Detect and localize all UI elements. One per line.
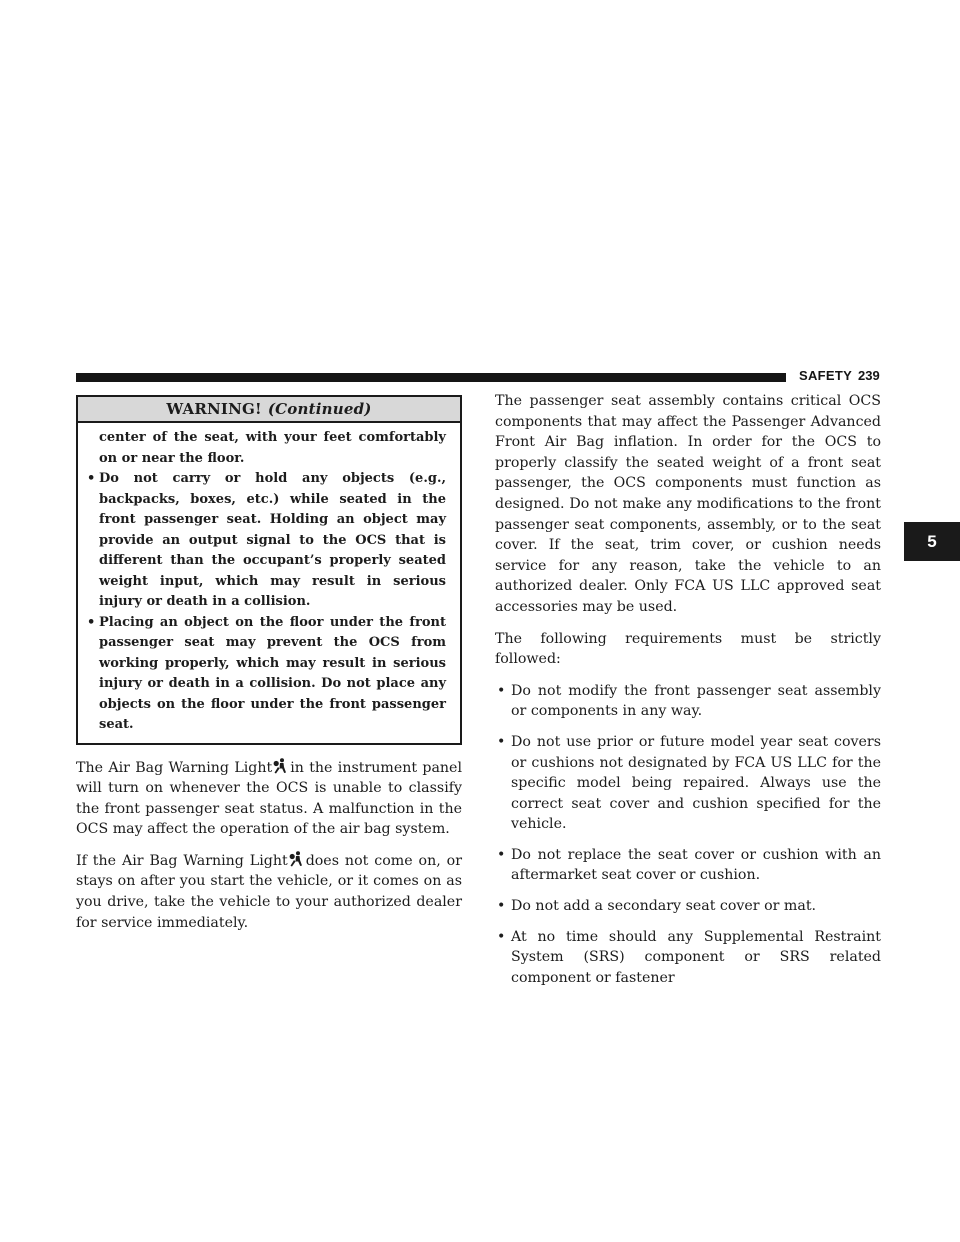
requirements-list xyxy=(495,681,881,989)
para-text: in the instrument panel will turn on whenever the OCS is unable to classify the front passenger seat status. A malfunction in the OCS may affect the operation of the air bag system. xyxy=(76,759,462,838)
warning-bullet: • Do not carry or hold any objects (e.g., backpacks, boxes, etc.) while seated in the front passenger seat. Holding an object may provide an output signal to the OCS that is different than the occupant’s properly seated weight input, which may result in serious injury or death in a collision. xyxy=(90,469,446,613)
warning-body xyxy=(78,423,460,743)
chapter-number: 5 xyxy=(927,531,937,551)
warning-box xyxy=(76,395,462,745)
air-bag-light-service-paragraph xyxy=(76,851,462,933)
list-item: • Do not add a secondary seat cover or mat. xyxy=(495,896,881,917)
chapter-tab xyxy=(904,522,960,561)
warning-header xyxy=(78,397,460,423)
list-item: • Do not replace the seat cover or cushion with an aftermarket seat cover or cushion. xyxy=(495,845,881,886)
warning-title: WARNING! xyxy=(166,400,262,418)
page-number: 239 xyxy=(858,368,880,383)
air-bag-warning-light-icon xyxy=(289,851,303,867)
list-item: • At no time should any Supplemental Restraint System (SRS) component or SRS related component or fastener xyxy=(495,927,881,989)
requirements-intro: The following requirements must be strictly followed: xyxy=(495,630,881,668)
warning-lead-text: center of the seat, with your feet comfortably on or near the floor. xyxy=(99,430,446,466)
air-bag-light-paragraph xyxy=(76,758,462,840)
left-column xyxy=(76,395,462,944)
list-item: • Do not use prior or future model year seat covers or cushions not designated by FCA US LLC for the specific model being repaired. Always use the correct seat cover and cushion specified for the vehicle. xyxy=(495,732,881,835)
warning-bullet: • Placing an object on the floor under the front passenger seat may prevent the OCS from working properly, which may result in serious injury or death in a collision. Do not place any objects on the floor under the front passenger seat. xyxy=(90,613,446,736)
right-column xyxy=(495,391,881,998)
air-bag-warning-light-icon xyxy=(273,758,287,774)
header-rule xyxy=(76,373,786,382)
para-text: If the Air Bag Warning Light xyxy=(76,852,288,869)
para-text: The Air Bag Warning Light xyxy=(76,759,273,776)
list-item: • Do not modify the front passenger seat assembly or components in any way. xyxy=(495,681,881,722)
para-text: does not come on, or stays on after you start the vehicle, or it comes on as you drive, take the vehicle to your authorized dealer for service immediately. xyxy=(76,852,462,931)
ocs-components-paragraph: The passenger seat assembly contains critical OCS components that may affect the Passenger Advanced Front Air Bag inflation. In order for the OCS to properly classify the seated weight of a front seat passenger, the OCS components must function as designed. Do not make any modifications to the front passenger seat components, assembly, or to the seat cover. If the seat, trim cover, or cushion needs service for any reason, take the vehicle to an authorized dealer. Only FCA US LLC approved seat accessories may be used. xyxy=(495,393,881,615)
warning-continued: (Continued) xyxy=(267,400,372,418)
section-title: SAFETY xyxy=(799,368,853,383)
